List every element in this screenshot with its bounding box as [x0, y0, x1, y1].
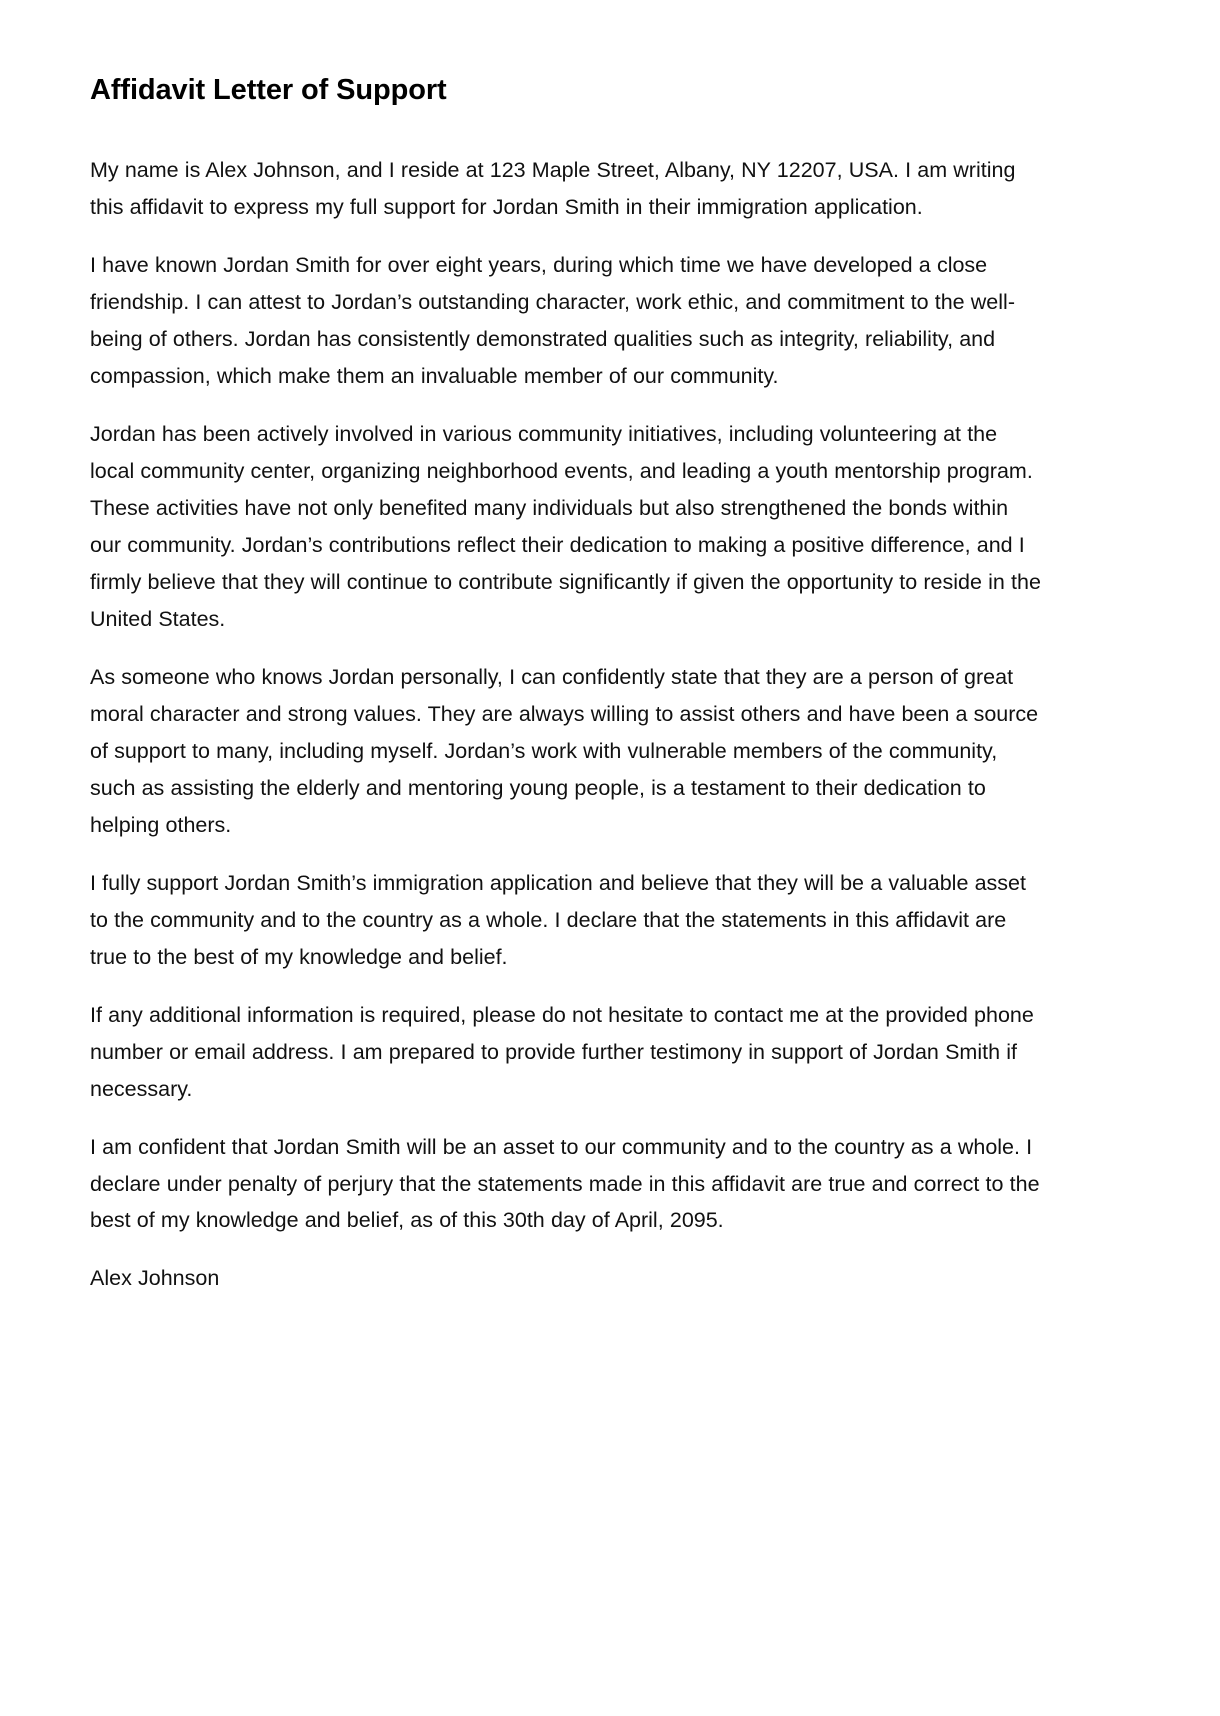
paragraph-declaration: I am confident that Jordan Smith will be an asset to our community and to the country as a whole. I declare under penalty of perjury that the statements made in this affidavit are true and correct to the best of my knowledge and belief, as of this 30th day of April, 2095. [90, 1134, 1040, 1233]
signature-name: Alex Johnson [90, 1266, 220, 1291]
paragraph-relationship: I have known Jordan Smith for over eight years, during which time we have developed a close friendship. I can attest to Jordan’s outstanding character, work ethic, and commitment to the well-being of others. Jordan has consistently demonstrated qualities such as integrity, reliability, and compassion, which make them an invaluable member of our community. [90, 253, 1015, 389]
paragraph-introduction: My name is Alex Johnson, and I reside at 123 Maple Street, Albany, NY 12207, USA. I am writing this affidavit to express my full support for Jordan Smith in their immigration application. [90, 158, 1016, 220]
paragraph-community-involvement: Jordan has been actively involved in various community initiatives, including volunteering at the local community center, organizing neighborhood events, and leading a youth mentorship program. These activities have not only benefited many individuals but also strengthened the bonds within our community. Jordan’s contributions reflect their dedication to making a positive difference, and I firmly believe that they will continue to contribute significantly if given the opportunity to reside in the United States. [90, 422, 1041, 631]
paragraph-contact-offer: If any additional information is required, please do not hesitate to contact me at the provided phone number or email address. I am prepared to provide further testimony in support of Jordan Smith if necessary. [90, 1002, 1034, 1101]
document-body [90, 152, 1042, 1297]
page-title: Affidavit Letter of Support [90, 74, 447, 106]
paragraph-character-reference: As someone who knows Jordan personally, I can confidently state that they are a person of great moral character and strong values. They are always willing to assist others and have been a source of support to many, including myself. Jordan’s work with vulnerable members of the community, such as assisting the elderly and mentoring young people, is a testament to their dedication to helping others. [90, 664, 1039, 837]
paragraph-support-statement: I fully support Jordan Smith’s immigration application and believe that they will be a valuable asset to the community and to the country as a whole. I declare that the statements in this affidavit are true to the best of my knowledge and belief. [90, 870, 1026, 969]
